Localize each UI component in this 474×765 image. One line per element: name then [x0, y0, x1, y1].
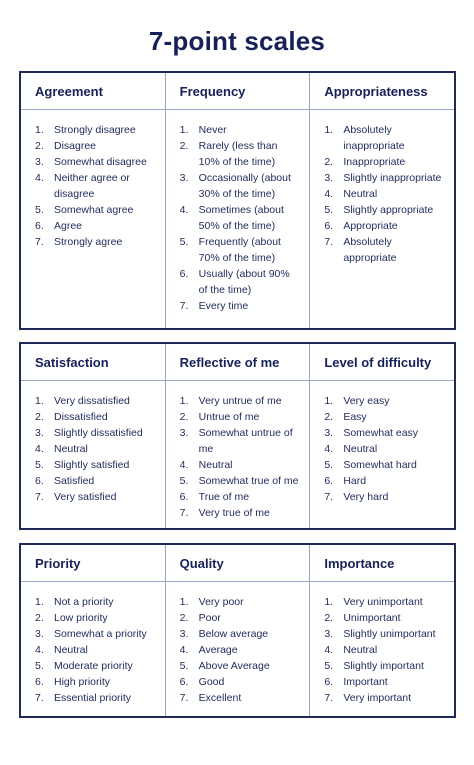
list-item-label: Below average: [198, 628, 269, 640]
list-item-label: Rarely (less than 10% of the time): [198, 140, 278, 168]
scale-table-3: [19, 543, 456, 718]
list-item: [35, 234, 165, 250]
list-item-label: Important: [343, 676, 388, 688]
list-item: [324, 489, 454, 505]
list-item-label: Neutral: [198, 459, 233, 471]
list-item: [35, 170, 165, 202]
column-header-reflective-of-me: Reflective of me: [166, 344, 311, 380]
list-item-number: 4.: [179, 204, 189, 216]
list-item-number: 7.: [324, 692, 334, 704]
list-item: [180, 122, 310, 138]
list-item-label: Poor: [198, 612, 221, 624]
list-item-label: Slightly satisfied: [54, 459, 130, 471]
list-item-number: 7.: [324, 491, 334, 503]
list-item-label: Very hard: [343, 491, 389, 503]
list-item-label: Slightly inappropriate: [343, 172, 442, 184]
scale-cell-quality: [166, 582, 311, 716]
list-item-label: Neither agree or disagree: [54, 172, 130, 200]
list-item: [35, 409, 165, 425]
scale-list: [324, 594, 454, 706]
list-item: [180, 202, 310, 234]
list-item-label: Moderate priority: [54, 660, 133, 672]
list-item-number: 6.: [35, 220, 44, 232]
list-item: [180, 266, 310, 298]
list-item: [35, 674, 165, 690]
list-item-label: Neutral: [343, 644, 378, 656]
list-item-label: Unimportant: [343, 612, 401, 624]
list-item-label: Untrue of me: [198, 411, 260, 423]
list-item: [180, 393, 310, 409]
list-item-label: Neutral: [343, 188, 378, 200]
list-item: [180, 234, 310, 266]
list-item-label: Satisfied: [54, 475, 95, 487]
list-item: [35, 690, 165, 706]
list-item-number: 4.: [35, 443, 44, 455]
list-item-label: Appropriate: [343, 220, 398, 232]
list-item-number: 7.: [179, 507, 189, 519]
list-item-number: 3.: [35, 628, 44, 640]
list-item-number: 6.: [179, 676, 189, 688]
list-item-label: Neutral: [54, 644, 88, 656]
scale-list: [180, 122, 310, 314]
list-item-label: Easy: [343, 411, 367, 423]
list-item: [35, 393, 165, 409]
list-item: [35, 218, 165, 234]
list-item-label: Very important: [343, 692, 412, 704]
table-body-row: [21, 110, 454, 328]
list-item-number: 3.: [179, 628, 189, 640]
list-item-number: 1.: [35, 124, 44, 136]
list-item-number: 2.: [35, 612, 44, 624]
table-header-row: [21, 545, 454, 582]
list-item: [180, 489, 310, 505]
list-item: [180, 425, 310, 457]
list-item-number: 5.: [179, 660, 189, 672]
list-item: [35, 154, 165, 170]
list-item-number: 5.: [35, 459, 44, 471]
list-item-number: 3.: [324, 172, 334, 184]
list-item-label: Essential priority: [54, 692, 132, 704]
list-item: [324, 594, 454, 610]
list-item: [324, 122, 454, 154]
list-item: [324, 186, 454, 202]
scale-cell-satisfaction: [21, 381, 166, 528]
scale-cell-priority: [21, 582, 166, 716]
list-item-label: High priority: [54, 676, 111, 688]
list-item-number: 7.: [35, 236, 44, 248]
list-item-number: 4.: [324, 443, 334, 455]
list-item: [35, 122, 165, 138]
scale-list: [35, 122, 165, 250]
column-header-level-of-difficulty: Level of difficulty: [324, 354, 432, 370]
list-item-number: 5.: [35, 660, 44, 672]
list-item-label: Hard: [343, 475, 367, 487]
list-item-label: Neutral: [343, 443, 378, 455]
table-header-row: [21, 344, 454, 381]
scale-list: [180, 594, 310, 706]
list-item-label: True of me: [198, 491, 250, 503]
list-item-number: 2.: [179, 140, 189, 152]
scale-table-2: [19, 342, 456, 530]
list-item: [180, 409, 310, 425]
list-item-number: 4.: [179, 644, 189, 656]
list-item-label: Slightly appropriate: [343, 204, 434, 216]
list-item: [180, 457, 310, 473]
list-item-number: 1.: [179, 124, 189, 136]
list-item-label: Excellent: [198, 692, 242, 704]
list-item: [35, 642, 165, 658]
list-item-number: 7.: [179, 692, 189, 704]
scale-list: [324, 122, 454, 266]
list-item-number: 6.: [324, 475, 334, 487]
scale-list: [35, 393, 165, 505]
list-item: [324, 154, 454, 170]
list-item: [324, 425, 454, 441]
page-title: 7-point scales: [148, 26, 326, 56]
list-item-label: Very easy: [343, 395, 390, 407]
list-item-number: 7.: [324, 236, 334, 248]
list-item-number: 5.: [324, 204, 334, 216]
list-item-label: Very unimportant: [343, 596, 423, 608]
list-item: [35, 626, 165, 642]
column-header-importance: Importance: [324, 555, 395, 571]
scale-cell-level-of-difficulty: [310, 381, 454, 528]
column-header-frequency: Frequency: [166, 73, 311, 109]
list-item-number: 1.: [324, 395, 334, 407]
list-item-number: 6.: [35, 676, 44, 688]
list-item: [324, 170, 454, 186]
list-item-label: Somewhat true of me: [198, 475, 299, 487]
list-item-label: Frequently (about 70% of the time): [198, 236, 281, 264]
list-item-label: Every time: [198, 300, 249, 312]
list-item-number: 1.: [324, 124, 334, 136]
list-item: [35, 441, 165, 457]
list-item-number: 2.: [35, 140, 44, 152]
list-item: [180, 658, 310, 674]
list-item-label: Somewhat agree: [54, 204, 134, 216]
scale-cell-agreement: [21, 110, 166, 328]
column-header-satisfaction: Satisfaction: [21, 344, 166, 380]
list-item-number: 2.: [324, 411, 334, 423]
list-item-label: Very untrue of me: [198, 395, 282, 407]
list-item-number: 3.: [324, 427, 334, 439]
list-item-number: 4.: [35, 172, 44, 184]
list-item-number: 5.: [324, 459, 334, 471]
list-item-label: Very poor: [198, 596, 244, 608]
list-item-label: Above Average: [198, 660, 270, 672]
scale-table-1: [19, 71, 456, 330]
scale-list: [35, 594, 165, 706]
list-item-number: 3.: [35, 156, 44, 168]
scale-cell-reflective-of-me: [166, 381, 311, 528]
list-item-label: Good: [198, 676, 225, 688]
list-item: [180, 594, 310, 610]
list-item-number: 6.: [179, 491, 189, 503]
list-item-number: 4.: [35, 644, 44, 656]
list-item-label: Neutral: [54, 443, 88, 455]
list-item-number: 3.: [35, 427, 44, 439]
column-header-quality: Quality: [166, 545, 311, 581]
list-item: [180, 690, 310, 706]
list-item-label: Slightly dissatisfied: [54, 427, 143, 439]
list-item-label: Sometimes (about 50% of the time): [198, 204, 284, 232]
list-item: [180, 642, 310, 658]
list-item-label: Very dissatisfied: [54, 395, 130, 407]
list-item-number: 3.: [324, 628, 334, 640]
list-item: [324, 218, 454, 234]
list-item: [324, 642, 454, 658]
list-item-number: 6.: [35, 475, 44, 487]
list-item: [180, 298, 310, 314]
list-item-number: 3.: [179, 172, 189, 184]
list-item-number: 2.: [35, 411, 44, 423]
list-item-label: Somewhat a priority: [54, 628, 147, 640]
list-item: [324, 409, 454, 425]
list-item: [324, 202, 454, 218]
scale-cell-appropriateness: [310, 110, 454, 328]
list-item-number: 2.: [179, 612, 189, 624]
list-item-number: 4.: [179, 459, 189, 471]
list-item: [324, 658, 454, 674]
list-item-number: 4.: [324, 644, 334, 656]
list-item-number: 1.: [324, 596, 334, 608]
list-item: [324, 441, 454, 457]
list-item: [35, 658, 165, 674]
list-item-number: 7.: [179, 300, 189, 312]
list-item-label: Absolutely inappropriate: [343, 124, 405, 152]
table-body-row: [21, 381, 454, 528]
list-item: [35, 473, 165, 489]
list-item: [180, 170, 310, 202]
list-item-label: Strongly disagree: [54, 124, 136, 136]
scale-list: [180, 393, 310, 521]
list-item: [35, 489, 165, 505]
list-item-number: 7.: [35, 692, 44, 704]
list-item: [180, 138, 310, 170]
list-item-label: Not a priority: [54, 596, 114, 608]
list-item-number: 1.: [179, 596, 189, 608]
list-item: [324, 393, 454, 409]
list-item-label: Somewhat disagree: [54, 156, 147, 168]
list-item-number: 5.: [179, 236, 189, 248]
list-item: [180, 610, 310, 626]
list-item-label: Dissatisfied: [54, 411, 108, 423]
list-item: [35, 138, 165, 154]
list-item: [324, 234, 454, 266]
scale-cell-importance: [310, 582, 454, 716]
list-item: [35, 202, 165, 218]
list-item-number: 4.: [324, 188, 334, 200]
list-item-number: 5.: [179, 475, 189, 487]
list-item-label: Very satisfied: [54, 491, 117, 503]
list-item-number: 3.: [179, 427, 189, 439]
list-item: [35, 457, 165, 473]
list-item: [180, 674, 310, 690]
list-item: [180, 626, 310, 642]
list-item: [35, 610, 165, 626]
list-item-label: Slightly unimportant: [343, 628, 436, 640]
list-item-number: 6.: [179, 268, 189, 280]
list-item: [180, 505, 310, 521]
list-item-label: Strongly agree: [54, 236, 123, 248]
list-item: [35, 425, 165, 441]
list-item: [324, 690, 454, 706]
list-item-label: Somewhat untrue of me: [198, 427, 293, 455]
list-item-label: Occasionally (about 30% of the time): [198, 172, 291, 200]
list-item: [324, 674, 454, 690]
list-item-number: 1.: [35, 395, 44, 407]
list-item: [35, 594, 165, 610]
list-item: [180, 473, 310, 489]
list-item-number: 7.: [35, 491, 44, 503]
list-item-label: Absolutely appropriate: [343, 236, 397, 264]
column-header-priority: Priority: [21, 545, 166, 581]
list-item-number: 5.: [35, 204, 44, 216]
list-item-label: Low priority: [54, 612, 108, 624]
list-item-number: 2.: [179, 411, 189, 423]
list-item-label: Disagree: [54, 140, 97, 152]
list-item: [324, 610, 454, 626]
list-item-label: Never: [198, 124, 227, 136]
list-item-number: 2.: [324, 156, 334, 168]
list-item-number: 2.: [324, 612, 334, 624]
table-body-row: [21, 582, 454, 716]
list-item-number: 6.: [324, 220, 334, 232]
list-item: [324, 626, 454, 642]
list-item-label: Average: [198, 644, 238, 656]
table-header-row: [21, 73, 454, 110]
list-item-label: Very true of me: [198, 507, 270, 519]
list-item: [324, 457, 454, 473]
scale-list: [324, 393, 454, 505]
list-item-label: Somewhat easy: [343, 427, 419, 439]
list-item-label: Inappropriate: [343, 156, 406, 168]
list-item-number: 6.: [324, 676, 334, 688]
list-item: [324, 473, 454, 489]
list-item-number: 1.: [179, 395, 189, 407]
list-item-number: 5.: [324, 660, 334, 672]
scale-cell-frequency: [166, 110, 311, 328]
column-header-appropriateness: Appropriateness: [324, 83, 428, 99]
column-header-agreement: Agreement: [21, 73, 166, 109]
list-item-label: Slightly important: [343, 660, 424, 672]
list-item-label: Usually (about 90% of the time): [198, 268, 290, 296]
list-item-number: 1.: [35, 596, 44, 608]
list-item-label: Somewhat hard: [343, 459, 417, 471]
list-item-label: Agree: [54, 220, 83, 232]
